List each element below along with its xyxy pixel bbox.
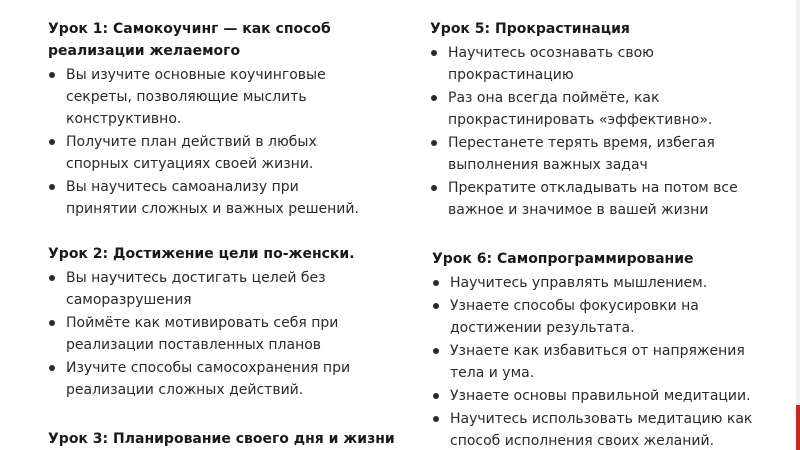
lesson-title: Урок 6: Самопрограммирование <box>432 251 694 267</box>
lesson-items <box>432 272 762 450</box>
bullet-icon <box>49 139 55 145</box>
bullet-icon <box>431 140 437 146</box>
list-item: Прекратите откладывать на потом все важное и значимое в вашей жизни <box>430 177 750 221</box>
bullet-icon <box>433 303 439 309</box>
lesson-items <box>430 42 750 221</box>
bullet-icon <box>433 393 439 399</box>
list-item: Узнаете способы фокусировки на достижении результата. <box>432 295 762 339</box>
lesson-items <box>48 267 368 401</box>
lesson-items <box>48 64 368 220</box>
list-item: Вы научитесь достигать целей без саморазрушения <box>48 267 368 311</box>
bullet-icon <box>433 280 439 286</box>
list-item: Получите план действий в любых спорных ситуациях своей жизни. <box>48 131 368 175</box>
bullet-icon <box>49 72 55 78</box>
scrollbar-thumb[interactable] <box>796 405 800 450</box>
lesson-1 <box>48 18 368 220</box>
list-item: Раз она всегда поймёте, как прокрастинировать «эффективно». <box>430 87 750 131</box>
bullet-icon <box>433 416 439 422</box>
list-item: Вы научитесь самоанализу при принятии сложных и важных решений. <box>48 176 368 220</box>
lesson-title: Урок 3: Планирование своего дня и жизни <box>48 431 395 447</box>
list-item: Узнаете как избавиться от напряжения тела и ума. <box>432 340 762 384</box>
bullet-icon <box>49 184 55 190</box>
lesson-3 <box>48 428 408 450</box>
bullet-icon <box>433 348 439 354</box>
lesson-title: Урок 1: Самокоучинг — как способ реализации желаемого <box>48 21 331 59</box>
list-item: Узнаете основы правильной медитации. <box>432 385 762 407</box>
bullet-icon <box>49 320 55 326</box>
list-item: Изучите способы самосохранения при реализации сложных действий. <box>48 357 368 401</box>
lesson-6 <box>432 248 762 450</box>
bullet-icon <box>49 275 55 281</box>
list-item: Научитесь управлять мышлением. <box>432 272 762 294</box>
bullet-icon <box>431 50 437 56</box>
lesson-5 <box>430 18 750 221</box>
bullet-icon <box>431 95 437 101</box>
list-item: Перестанете терять время, избегая выполнения важных задач <box>430 132 750 176</box>
list-item: Научитесь использовать медитацию как способ исполнения своих желаний. <box>432 408 762 450</box>
lesson-title: Урок 2: Достижение цели по-женски. <box>48 246 355 262</box>
bullet-icon <box>49 365 55 371</box>
lesson-title: Урок 5: Прокрастинация <box>430 21 630 37</box>
bullet-icon <box>431 185 437 191</box>
list-item: Научитесь осознавать свою прокрастинацию <box>430 42 750 86</box>
lesson-2 <box>48 243 368 401</box>
list-item: Вы изучите основные коучинговые секреты, позволяющие мыслить конструктивно. <box>48 64 368 130</box>
list-item: Поймёте как мотивировать себя при реализации поставленных планов <box>48 312 368 356</box>
scrollbar[interactable] <box>796 0 800 450</box>
